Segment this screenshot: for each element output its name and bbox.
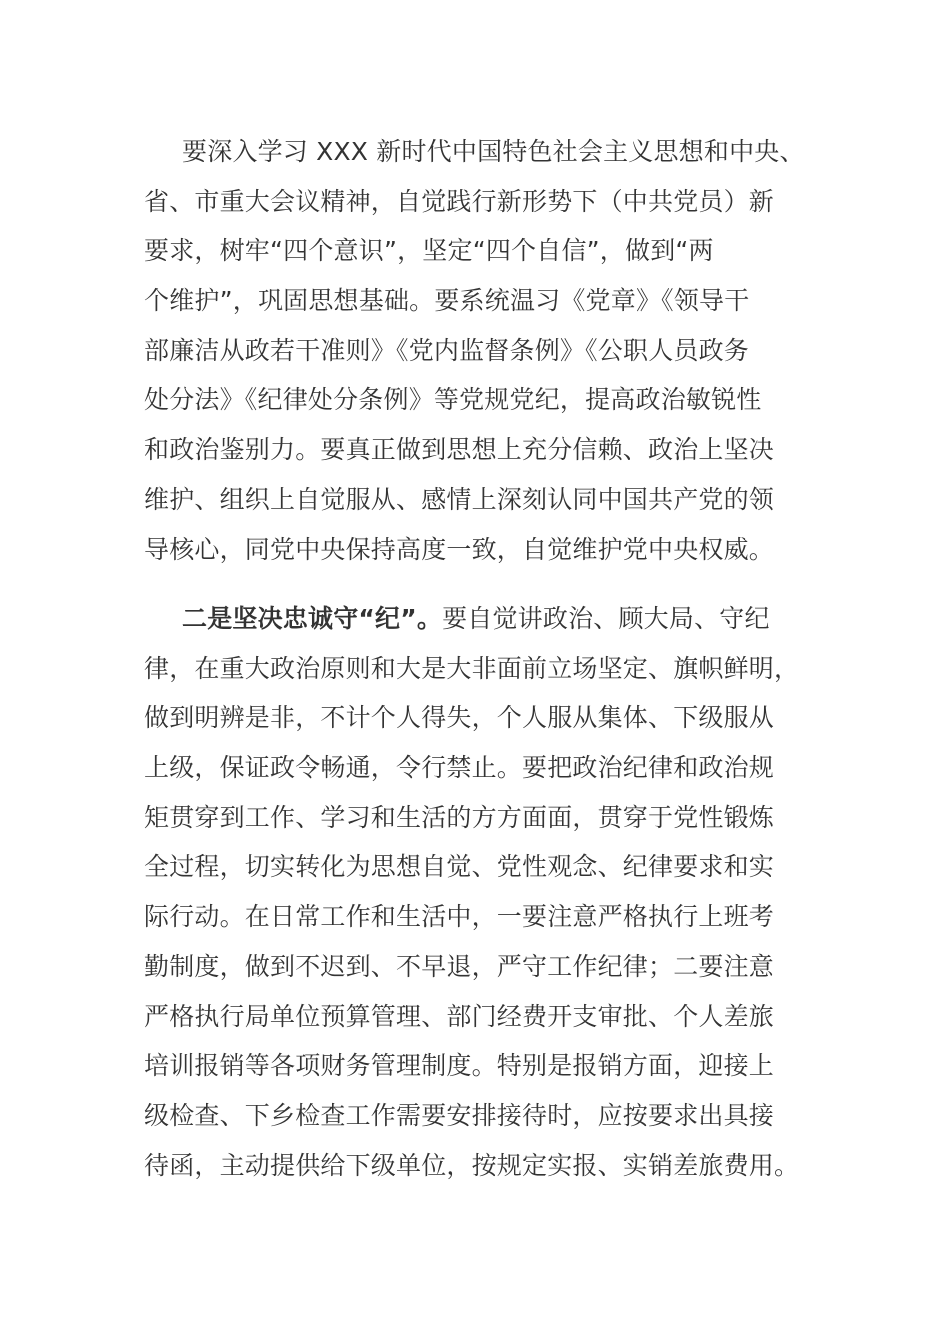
- paragraph-line: 严格执行局单位预算管理、部门经费开支审批、个人差旅: [144, 1001, 775, 1031]
- paragraph-first-line: [144, 594, 814, 644]
- paragraph-line: 做到明辨是非，不计个人得失，个人服从集体、下级服从: [144, 703, 775, 733]
- paragraph-heading: 二是坚决忠诚守“纪”。: [182, 604, 443, 633]
- paragraph-line-text: 要自觉讲政治、顾大局、守纪: [442, 604, 770, 633]
- paragraph-line: 培训报销等各项财务管理制度。特别是报销方面，迎接上: [144, 1051, 775, 1081]
- paragraph-line: 和政治鉴别力。要真正做到思想上充分信赖、政治上坚决: [144, 435, 775, 465]
- paragraph-line: 上级，保证政令畅通，令行禁止。要把政治纪律和政治规: [144, 753, 775, 783]
- paragraph-line: 级检查、下乡检查工作需要安排接待时，应按要求出具接: [144, 1100, 775, 1130]
- paragraph-line: 部廉洁从政若干准则》《党内监督条例》《公职人员政务: [144, 335, 750, 365]
- paragraph-line: 省、市重大会议精神，自觉践行新形势下（中共党员）新: [144, 186, 775, 216]
- paragraph-line: 维护、组织上自觉服从、感情上深刻认同中国共产党的领: [144, 484, 775, 514]
- paragraph-line: 待函，主动提供给下级单位，按规定实报、实销差旅费用。: [144, 1150, 800, 1180]
- paragraph-line: 处分法》《纪律处分条例》等党规党纪，提高政治敏锐性: [144, 385, 762, 415]
- paragraph-line: 全过程，切实转化为思想自觉、党性观念、纪律要求和实: [144, 852, 775, 882]
- paragraph-line: 个维护”，巩固思想基础。要系统温习《党章》《领导干: [144, 286, 750, 316]
- paragraph-line: 导核心，同党中央保持高度一致，自觉维护党中央权威。: [144, 534, 775, 564]
- paragraph-discipline: [144, 594, 814, 1190]
- paragraph-line: 要求，树牢“四个意识”，坚定“四个自信”，做到“两: [144, 236, 714, 266]
- paragraph-line: 矩贯穿到工作、学习和生活的方方面面，贯穿于党性锻炼: [144, 802, 775, 832]
- paragraph-line: 要深入学习 XXX 新时代中国特色社会主义思想和中央、: [182, 137, 805, 166]
- paragraph-line: 律，在重大政治原则和大是大非面前立场坚定、旗帜鲜明，: [144, 653, 800, 683]
- paragraph-line: 际行动。在日常工作和生活中，一要注意严格执行上班考: [144, 902, 775, 932]
- paragraph-line: 勤制度，做到不迟到、不早退，严守工作纪律；二要注意: [144, 951, 775, 981]
- paragraph-ideology: [144, 127, 814, 574]
